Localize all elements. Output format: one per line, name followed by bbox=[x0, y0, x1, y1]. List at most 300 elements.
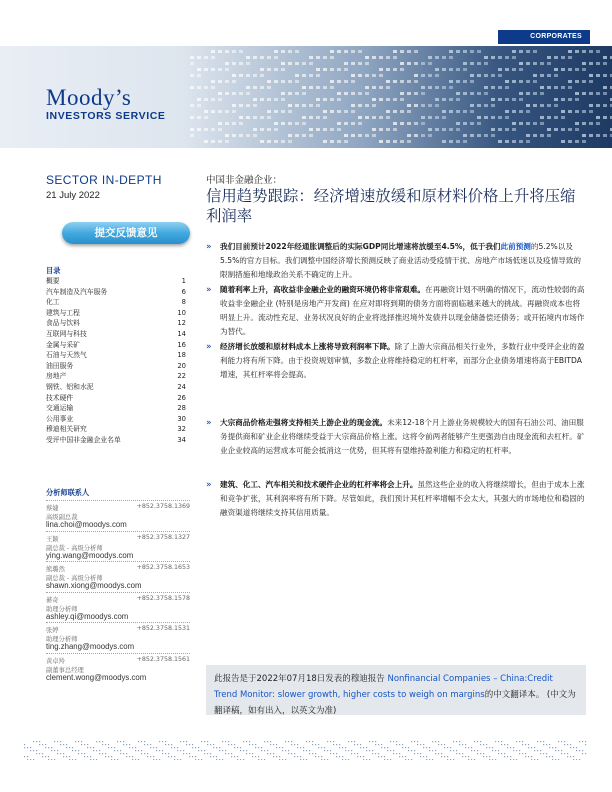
banner-pixel bbox=[239, 134, 243, 137]
contact-email[interactable]: ashley.qi@moodys.com bbox=[46, 611, 129, 621]
footer-dot bbox=[144, 753, 145, 754]
banner-pixel bbox=[260, 98, 264, 101]
banner-pixel bbox=[330, 68, 334, 71]
footer-dot bbox=[372, 750, 373, 751]
bullet-text bbox=[220, 240, 586, 282]
footer-dot bbox=[465, 756, 466, 757]
banner-pixel bbox=[211, 50, 215, 53]
banner-pixel bbox=[232, 62, 236, 65]
banner-pixel bbox=[442, 56, 446, 59]
banner-pixel bbox=[498, 68, 502, 71]
footer-dot bbox=[267, 750, 268, 751]
banner-pixel bbox=[582, 110, 586, 113]
footer-dot bbox=[399, 744, 400, 745]
contact-name: 王颖 bbox=[46, 535, 59, 543]
banner-pixel bbox=[281, 110, 285, 113]
footer-dot bbox=[570, 744, 571, 745]
footer-dot bbox=[174, 747, 175, 748]
banner-pixel bbox=[568, 56, 572, 59]
banner-pixel bbox=[421, 86, 425, 89]
bullet-body: 未来12-18个月上游业务规模较大的国有石油公司、油田服务提供商和矿业企业将继续受益于大宗商品价格上涨。这将令前两者能够产生更强劲自由现金流和去杠杆。矿业企业较高的运营成本可能会抵消这一优势，但其将有望维持盈利能力和稳定的杠杆率。 bbox=[220, 418, 585, 455]
footer-dot bbox=[357, 756, 358, 757]
banner-pixel bbox=[281, 62, 285, 65]
banner-pixel bbox=[386, 56, 390, 59]
toc-item-page: 8 bbox=[181, 298, 186, 307]
footer-dot bbox=[417, 744, 418, 745]
banner-pixel bbox=[267, 98, 271, 101]
banner-pixel bbox=[512, 80, 516, 83]
footer-dot bbox=[261, 747, 262, 748]
footer-dot bbox=[261, 750, 262, 751]
contact-phone: +852.3758.1531 bbox=[136, 625, 190, 633]
footer-dot bbox=[180, 750, 181, 751]
footer-dot bbox=[297, 744, 298, 745]
banner-pixel bbox=[442, 116, 446, 119]
bullet-marker-icon: » bbox=[206, 480, 212, 490]
banner-pixel bbox=[498, 74, 502, 77]
footer-dot bbox=[222, 759, 223, 760]
footer-dot bbox=[228, 753, 229, 754]
banner-pixel bbox=[260, 116, 264, 119]
toc-item[interactable] bbox=[46, 435, 186, 446]
toc-item[interactable] bbox=[46, 276, 186, 287]
toc-item[interactable] bbox=[46, 340, 186, 351]
banner-pixel bbox=[281, 80, 285, 83]
footer-dot bbox=[339, 744, 340, 745]
toc-item-label: 建筑与工程 bbox=[46, 308, 80, 317]
footer-dot bbox=[270, 741, 271, 742]
toc-item-page: 10 bbox=[177, 308, 186, 317]
footer-dot bbox=[546, 744, 547, 745]
report-date: 21 July 2022 bbox=[46, 190, 100, 201]
footer-dot bbox=[27, 756, 28, 757]
toc-item-page: 22 bbox=[177, 372, 186, 381]
contact-email[interactable]: lina.choi@moodys.com bbox=[46, 520, 127, 529]
toc-item[interactable] bbox=[46, 287, 186, 298]
banner-pixel bbox=[449, 98, 453, 101]
toc-item[interactable] bbox=[46, 361, 186, 372]
footer-dot bbox=[501, 741, 502, 742]
banner-pixel bbox=[386, 80, 390, 83]
footer-dot bbox=[228, 741, 229, 742]
banner-pixel bbox=[253, 116, 257, 119]
toc-item-label: 穆迪相关研究 bbox=[46, 425, 87, 434]
footer-dot bbox=[240, 759, 241, 760]
footer-dot bbox=[504, 756, 505, 757]
footer-dot bbox=[489, 756, 490, 757]
footer-dot bbox=[372, 753, 373, 754]
footer-dot bbox=[108, 747, 109, 748]
footer-dot bbox=[246, 750, 247, 751]
banner-pixel bbox=[463, 62, 467, 65]
banner-pixel bbox=[218, 80, 222, 83]
bullet-text bbox=[220, 478, 586, 520]
footer-dot bbox=[150, 747, 151, 748]
footer-dot bbox=[318, 756, 319, 757]
banner-pixel bbox=[274, 122, 278, 125]
banner-pixel bbox=[288, 110, 292, 113]
footer-dot bbox=[387, 750, 388, 751]
footer-dot bbox=[159, 750, 160, 751]
footer-dot bbox=[75, 741, 76, 742]
footer-dot bbox=[306, 759, 307, 760]
footer-dot bbox=[282, 750, 283, 751]
footer-dot bbox=[330, 753, 331, 754]
toc-item[interactable] bbox=[46, 424, 186, 435]
toc-item[interactable] bbox=[46, 414, 186, 425]
banner-pixel bbox=[316, 128, 320, 131]
banner-pixel bbox=[274, 56, 278, 59]
contact-phone: +852.3758.1369 bbox=[136, 503, 190, 510]
banner-pixel bbox=[575, 50, 579, 53]
banner-pixel bbox=[526, 104, 530, 107]
footer-dot bbox=[297, 756, 298, 757]
footer-dot bbox=[435, 750, 436, 751]
footer-dot bbox=[447, 759, 448, 760]
footer-dot bbox=[348, 750, 349, 751]
footer-dot bbox=[183, 750, 184, 751]
banner-pixel bbox=[337, 68, 341, 71]
banner-pixel bbox=[428, 128, 432, 131]
footer-dot bbox=[111, 756, 112, 757]
toc-item[interactable] bbox=[46, 371, 186, 382]
banner-pixel bbox=[519, 80, 523, 83]
footer-dot bbox=[30, 747, 31, 748]
footer-dot bbox=[261, 759, 262, 760]
banner-pixel bbox=[463, 134, 467, 137]
banner-pixel bbox=[274, 128, 278, 131]
banner-pixel bbox=[540, 116, 544, 119]
banner-pixel bbox=[337, 122, 341, 125]
footer-dot bbox=[471, 759, 472, 760]
banner-pixel bbox=[274, 110, 278, 113]
banner-pixel bbox=[386, 140, 390, 143]
footer-dot bbox=[477, 753, 478, 754]
banner-pixel bbox=[596, 62, 600, 65]
footer-dot bbox=[150, 744, 151, 745]
banner-pixel bbox=[554, 104, 558, 107]
footer-dot bbox=[249, 741, 250, 742]
toc-item[interactable] bbox=[46, 382, 186, 393]
footer-dot bbox=[96, 750, 97, 751]
footer-dot bbox=[39, 741, 40, 742]
footer-dot bbox=[180, 759, 181, 760]
footer-dot bbox=[288, 750, 289, 751]
toc-item[interactable] bbox=[46, 318, 186, 329]
banner-pixel bbox=[302, 92, 306, 95]
footer-dot bbox=[327, 750, 328, 751]
banner-pixel bbox=[470, 74, 474, 77]
footer-dot bbox=[390, 741, 391, 742]
banner-pixel bbox=[582, 80, 586, 83]
footer-dot bbox=[165, 741, 166, 742]
footer-dot bbox=[303, 759, 304, 760]
footer-dot bbox=[471, 750, 472, 751]
banner-pixel bbox=[316, 104, 320, 107]
banner-pixel bbox=[288, 140, 292, 143]
banner-pixel bbox=[253, 128, 257, 131]
banner-pixel bbox=[260, 128, 264, 131]
footer-dot bbox=[105, 753, 106, 754]
banner-pixel bbox=[512, 98, 516, 101]
footer-dot bbox=[60, 744, 61, 745]
footer-dot bbox=[276, 756, 277, 757]
footer-dot bbox=[90, 747, 91, 748]
contact-phone: +852.3758.1653 bbox=[136, 564, 190, 572]
footer-dot bbox=[510, 759, 511, 760]
footer-dot bbox=[552, 747, 553, 748]
banner-pixel bbox=[393, 56, 397, 59]
footer-dot bbox=[153, 747, 154, 748]
banner-pixel bbox=[589, 62, 593, 65]
footer-dot bbox=[255, 747, 256, 748]
banner-pixel bbox=[449, 86, 453, 89]
footer-dot bbox=[276, 744, 277, 745]
banner-pixel bbox=[365, 134, 369, 137]
banner-pixel bbox=[554, 128, 558, 131]
banner-pixel bbox=[232, 122, 236, 125]
footer-dot bbox=[162, 741, 163, 742]
footer-dot bbox=[315, 753, 316, 754]
footer-dot bbox=[96, 741, 97, 742]
footer-dot bbox=[543, 741, 544, 742]
banner-pixel bbox=[421, 122, 425, 125]
toc-item[interactable] bbox=[46, 403, 186, 414]
banner-pixel bbox=[344, 110, 348, 113]
footer-dot bbox=[204, 753, 205, 754]
banner-pixel bbox=[512, 110, 516, 113]
toc-item-page: 12 bbox=[177, 319, 186, 328]
banner-pixel bbox=[295, 50, 299, 53]
toc-item[interactable] bbox=[46, 350, 186, 361]
banner-pixel bbox=[428, 86, 432, 89]
banner-pixel bbox=[295, 92, 299, 95]
footer-dot bbox=[441, 744, 442, 745]
footer-dot bbox=[243, 750, 244, 751]
footer-dot bbox=[192, 744, 193, 745]
footer-dot bbox=[348, 759, 349, 760]
footer-dot bbox=[135, 750, 136, 751]
footer-dot bbox=[321, 747, 322, 748]
footer-dot bbox=[24, 756, 25, 757]
footer-dot bbox=[543, 744, 544, 745]
footer-dot bbox=[207, 753, 208, 754]
footer-dot bbox=[72, 759, 73, 760]
footer-dot bbox=[504, 744, 505, 745]
footer-dot bbox=[120, 750, 121, 751]
banner-pixel bbox=[512, 68, 516, 71]
banner-pixel bbox=[428, 56, 432, 59]
banner-pixel bbox=[393, 98, 397, 101]
toc-item-page: 1 bbox=[181, 277, 186, 285]
footer-dot bbox=[30, 759, 31, 760]
banner-pixel bbox=[400, 110, 404, 113]
banner-pixel bbox=[547, 104, 551, 107]
banner-pixel bbox=[582, 50, 586, 53]
banner-pixel bbox=[470, 122, 474, 125]
footer-dot bbox=[573, 756, 574, 757]
banner-pixel bbox=[225, 110, 229, 113]
footer-dot bbox=[516, 759, 517, 760]
footer-dot bbox=[303, 747, 304, 748]
banner-pixel bbox=[197, 98, 201, 101]
footer-dot bbox=[27, 759, 28, 760]
footer-dot bbox=[270, 753, 271, 754]
banner-pixel bbox=[267, 128, 271, 131]
banner-pixel bbox=[295, 122, 299, 125]
toc-item-label: 化工 bbox=[46, 298, 60, 307]
footer-dot bbox=[585, 741, 586, 742]
footer-dot bbox=[396, 741, 397, 742]
footer-dot bbox=[498, 753, 499, 754]
banner-pixel bbox=[449, 128, 453, 131]
footer-dot bbox=[258, 759, 259, 760]
footer-dot bbox=[63, 756, 64, 757]
footer-dot bbox=[345, 750, 346, 751]
banner-pixel bbox=[302, 134, 306, 137]
banner-pixel bbox=[365, 62, 369, 65]
footer-dot bbox=[516, 741, 517, 742]
footer-dot bbox=[249, 744, 250, 745]
footer-dot bbox=[435, 741, 436, 742]
footer-dot bbox=[411, 741, 412, 742]
banner-pixel bbox=[526, 80, 530, 83]
contact-name: 綦奇 bbox=[46, 596, 59, 604]
footer-dot bbox=[195, 759, 196, 760]
banner-pixel bbox=[232, 92, 236, 95]
banner-pixel bbox=[288, 122, 292, 125]
toc-item[interactable] bbox=[46, 329, 186, 340]
banner-pixel bbox=[582, 134, 586, 137]
footer-dot bbox=[528, 747, 529, 748]
footer-dot bbox=[63, 753, 64, 754]
feedback-button[interactable]: 提交反馈意见 bbox=[62, 222, 190, 244]
footer-dot bbox=[525, 744, 526, 745]
toc-item-label: 公用事业 bbox=[46, 414, 74, 423]
banner-pixel bbox=[274, 68, 278, 71]
banner-pixel bbox=[211, 98, 215, 101]
toc-item-label: 石油与天然气 bbox=[46, 351, 87, 360]
toc-item-page: 26 bbox=[177, 393, 186, 402]
footer-dot bbox=[414, 741, 415, 742]
footer-dot bbox=[102, 753, 103, 754]
banner-pixel bbox=[414, 62, 418, 65]
footer-dot bbox=[258, 747, 259, 748]
previous-forecast-link[interactable]: 此前预测 bbox=[500, 242, 531, 251]
footer-dot bbox=[138, 750, 139, 751]
footer-dot bbox=[513, 750, 514, 751]
footer-dot bbox=[342, 747, 343, 748]
footer-dot bbox=[69, 747, 70, 748]
footer-dot bbox=[288, 753, 289, 754]
footer-dot bbox=[240, 747, 241, 748]
banner-pixel bbox=[323, 68, 327, 71]
footer-dot bbox=[432, 741, 433, 742]
footer-dot bbox=[33, 741, 34, 742]
contact-email[interactable]: ting.zhang@moodys.com bbox=[46, 642, 135, 652]
banner-pixel bbox=[414, 134, 418, 137]
toc-item[interactable] bbox=[46, 297, 186, 308]
banner-pixel bbox=[204, 68, 208, 71]
contact-card bbox=[46, 653, 190, 684]
banner-pixel bbox=[260, 140, 264, 143]
banner-pixel bbox=[533, 80, 537, 83]
bullet-marker-icon: » bbox=[206, 242, 212, 252]
footer-dot bbox=[171, 744, 172, 745]
footer-dot bbox=[390, 759, 391, 760]
banner-pixel bbox=[568, 140, 572, 143]
toc-item-label: 钢铁、铝和水泥 bbox=[46, 382, 94, 391]
banner-pixel bbox=[603, 56, 607, 59]
banner-pixel bbox=[407, 134, 411, 137]
footer-dot bbox=[57, 750, 58, 751]
banner-pixel bbox=[372, 56, 376, 59]
banner-pixel bbox=[400, 80, 404, 83]
banner-pixel bbox=[365, 74, 369, 77]
footer-dot bbox=[96, 759, 97, 760]
banner-pixel bbox=[372, 134, 376, 137]
footer-dot bbox=[444, 744, 445, 745]
banner-pixel bbox=[540, 92, 544, 95]
banner-pixel bbox=[491, 74, 495, 77]
contact-email[interactable]: shawn.xiong@moodys.com bbox=[46, 581, 142, 591]
banner-pixel bbox=[435, 116, 439, 119]
footer-dot bbox=[66, 744, 67, 745]
footer-dot bbox=[57, 753, 58, 754]
footer-dot bbox=[153, 759, 154, 760]
banner-pixel bbox=[316, 98, 320, 101]
banner-pixel bbox=[253, 134, 257, 137]
contact-email[interactable]: clement.wong@moodys.com bbox=[46, 672, 147, 682]
footer-dot bbox=[66, 756, 67, 757]
footer-dot bbox=[99, 750, 100, 751]
footer-dot bbox=[276, 747, 277, 748]
toc-item[interactable] bbox=[46, 308, 186, 319]
footer-dot bbox=[381, 747, 382, 748]
bullet-body: 在再融资计划不明确的情况下，流动性较弱的高收益非金融企业 (特别是房地产开发商) 在应对即将到期的债务方面将面临越来越大的挑战。再融资成本也将明显上升。流动性充足、业务状况良好的企业将选择推迟境外发债并以现金储备偿还债务；或开拓境内市场作为替代。 bbox=[220, 285, 585, 336]
banner-pixel bbox=[211, 86, 215, 89]
footer-dot bbox=[387, 747, 388, 748]
banner-pixel bbox=[526, 122, 530, 125]
banner-pixel bbox=[414, 92, 418, 95]
source-report-link[interactable]: Nonfinancial Companies – China:Credit Trend Monitor: slower growth, higher costs to weigh on margins bbox=[214, 674, 553, 700]
banner-pixel bbox=[428, 134, 432, 137]
banner-pixel bbox=[239, 92, 243, 95]
banner-pixel bbox=[400, 140, 404, 143]
footer-dot bbox=[114, 747, 115, 748]
logo-subtitle: INVESTORS SERVICE bbox=[46, 110, 166, 122]
footer-dot bbox=[366, 747, 367, 748]
banner-pixel bbox=[358, 134, 362, 137]
banner-pixel bbox=[281, 98, 285, 101]
contact-email[interactable]: ying.wang@moodys.com bbox=[46, 550, 134, 560]
footer-dot bbox=[336, 753, 337, 754]
footer-dot bbox=[528, 744, 529, 745]
banner-pixel bbox=[190, 62, 194, 65]
footer-dot bbox=[426, 756, 427, 757]
toc-item[interactable] bbox=[46, 393, 186, 404]
footer-dot bbox=[201, 741, 202, 742]
footer-dot bbox=[573, 747, 574, 748]
banner-pixel bbox=[470, 104, 474, 107]
banner-pixel bbox=[337, 140, 341, 143]
footer-dot bbox=[339, 756, 340, 757]
footer-dot bbox=[492, 750, 493, 751]
footer-dot bbox=[411, 759, 412, 760]
footer-dot bbox=[426, 747, 427, 748]
footer-dot bbox=[522, 753, 523, 754]
banner-pixel bbox=[197, 74, 201, 77]
